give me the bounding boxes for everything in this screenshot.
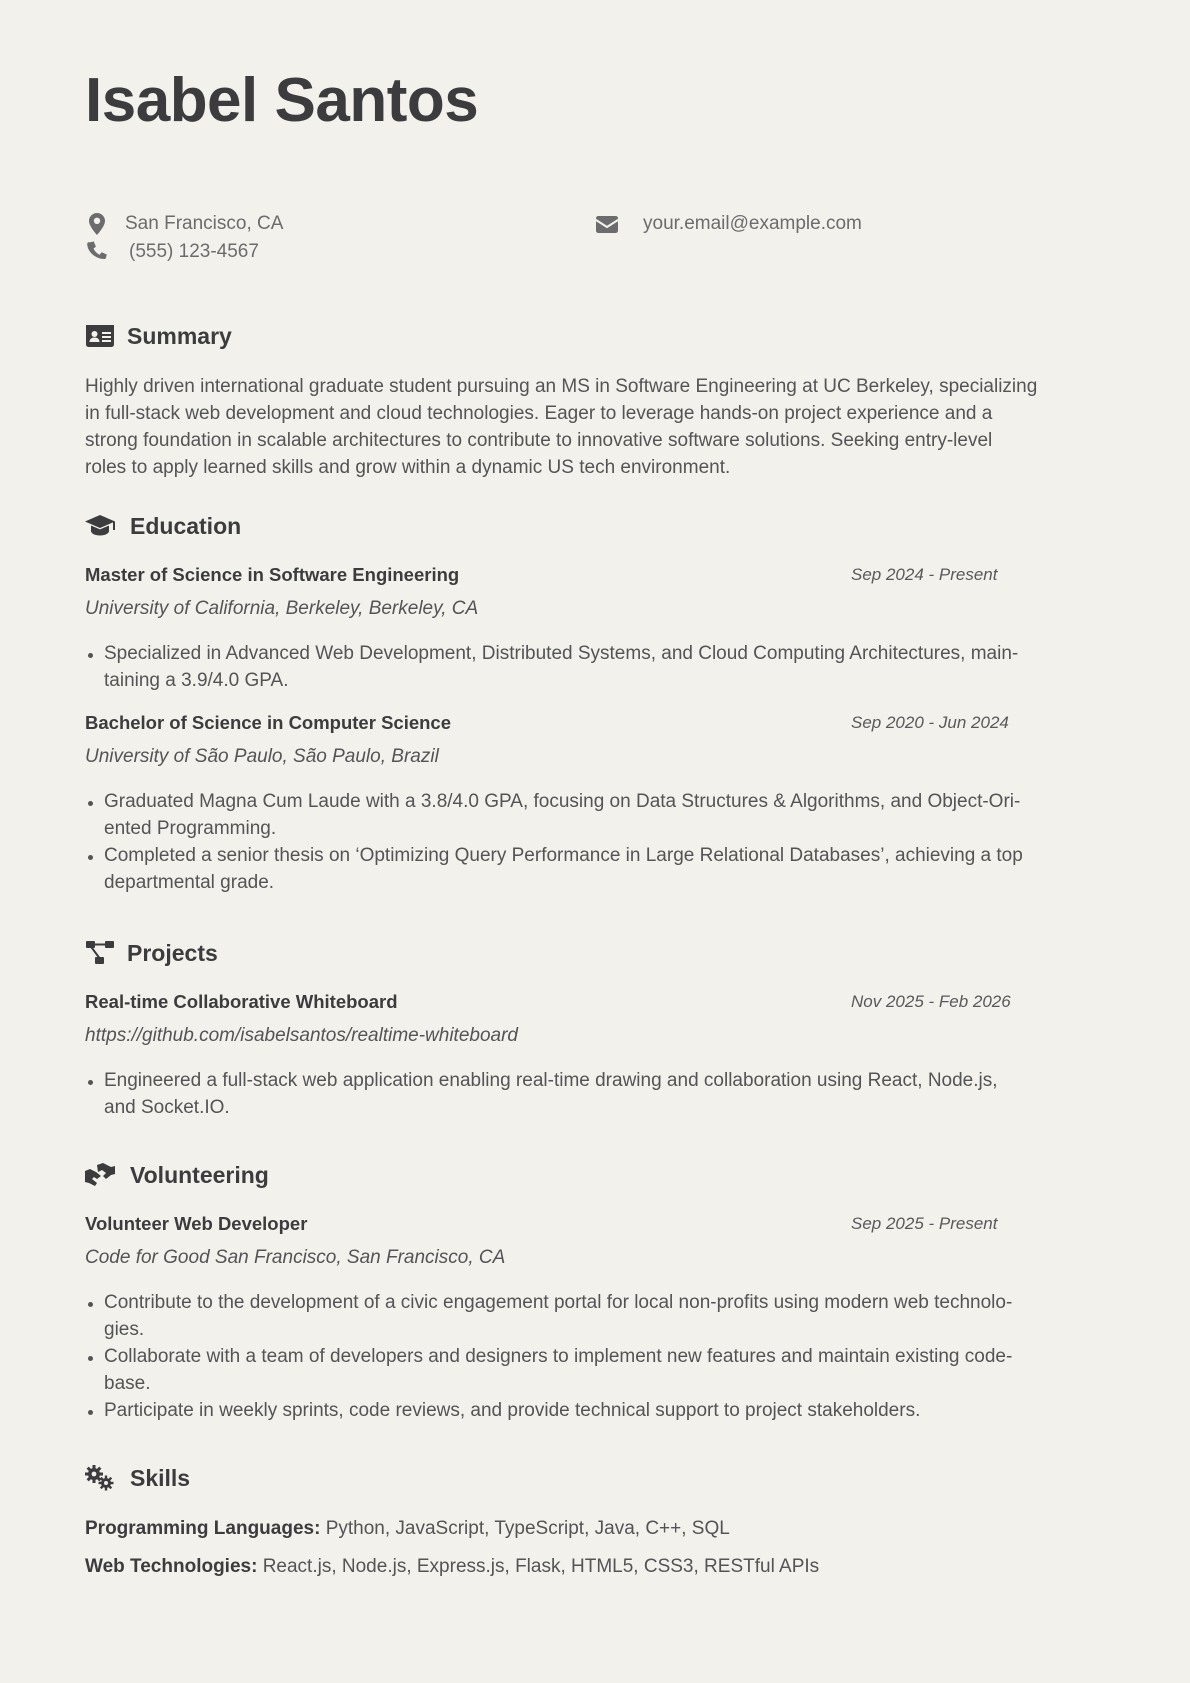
skill-value: React.js, Node.js, Express.js, Flask, HTML5, CSS3, RESTful APIs — [262, 1556, 820, 1577]
skills-title: Skills — [130, 1464, 191, 1491]
entry-dates: Nov 2025 - Feb 2026 — [851, 992, 1011, 1011]
cogs-icon — [85, 1463, 115, 1493]
summary-section — [85, 321, 1110, 481]
entry-dates: Sep 2024 - Present — [851, 565, 998, 584]
bullet-item: Specialized in Advanced Web Development, Distributed Systems, and Cloud Computing Architectures, main- taining a 3.9/4.0 GPA. — [85, 640, 1110, 694]
bullet-item: Contribute to the development of a civic engagement portal for local non-profits using modern web technolo- gies. — [85, 1289, 1110, 1343]
project-name: Real-time Collaborative Whiteboard — [85, 991, 398, 1012]
candidate-name: Isabel Santos — [85, 66, 479, 135]
volunteering-title: Volunteering — [130, 1161, 269, 1188]
skill-label: Web Technologies: — [85, 1556, 258, 1577]
degree-title: Bachelor of Science in Computer Science — [85, 712, 451, 733]
education-section — [85, 511, 1110, 896]
project-diagram-icon — [85, 938, 115, 968]
skills-list — [85, 1515, 1110, 1580]
education-title: Education — [130, 512, 242, 539]
skill-line — [85, 1515, 1110, 1542]
degree-title: Master of Science in Software Engineering — [85, 564, 460, 585]
role-title: Volunteer Web Developer — [85, 1213, 308, 1234]
summary-line: Highly driven international graduate student pursuing an MS in Software Engineering at UC Berkeley, specializing — [85, 376, 1038, 397]
education-heading — [85, 511, 1110, 541]
summary-line: strong foundation in scalable architectures to contribute to innovative software solutions. Seeking entry-level — [85, 430, 993, 451]
graduation-cap-icon — [85, 511, 115, 541]
skill-line — [85, 1553, 1110, 1580]
projects-title: Projects — [127, 939, 218, 966]
skills-heading — [85, 1463, 1110, 1493]
summary-text — [85, 373, 1110, 481]
education-entry — [85, 562, 1110, 694]
summary-title: Summary — [127, 322, 232, 349]
entry-bullets — [85, 1289, 1110, 1424]
bullet-item: Completed a senior thesis on ‘Optimizing Query Performance in Large Relational Databases’, achieving a top departmental grade. — [85, 842, 1110, 896]
projects-heading — [85, 938, 1110, 968]
map-marker-icon — [85, 212, 109, 236]
envelope-icon — [595, 212, 619, 236]
skills-section — [85, 1463, 1110, 1580]
contact-phone — [85, 240, 259, 264]
entry-bullets — [85, 640, 1110, 694]
entry-dates: Sep 2020 - Jun 2024 — [851, 713, 1009, 732]
handshake-icon — [85, 1160, 115, 1190]
phone-icon — [85, 240, 109, 264]
skill-label: Programming Languages: — [85, 1518, 321, 1539]
email-text: your.email@example.com — [643, 213, 862, 234]
school-name: University of São Paulo, São Paulo, Brazil — [85, 746, 439, 767]
entry-bullets — [85, 788, 1110, 896]
volunteering-section — [85, 1160, 1110, 1424]
contact-email — [595, 212, 862, 236]
bullet-item: Engineered a full-stack web application enabling real-time drawing and collaboration using React, Node.js, and Socket.IO. — [85, 1067, 1110, 1121]
organization-name: Code for Good San Francisco, San Francisco, CA — [85, 1247, 506, 1268]
summary-line: in full-stack web development and cloud technologies. Eager to leverage hands-on project experience and a — [85, 403, 993, 424]
id-card-icon — [85, 321, 115, 351]
location-text: San Francisco, CA — [125, 213, 284, 234]
summary-heading — [85, 321, 1110, 351]
entry-bullets — [85, 1067, 1110, 1121]
phone-text: (555) 123-4567 — [129, 241, 259, 262]
bullet-item: Graduated Magna Cum Laude with a 3.8/4.0 GPA, focusing on Data Structures & Algorithms, and Object-Ori- ented Programming. — [85, 788, 1110, 842]
projects-section — [85, 938, 1110, 1121]
volunteering-entry — [85, 1211, 1110, 1424]
summary-line: roles to apply learned skills and grow within a dynamic US tech environment. — [85, 457, 731, 478]
bullet-item: Collaborate with a team of developers and designers to implement new features and maintain existing code- base. — [85, 1343, 1110, 1397]
entry-dates: Sep 2025 - Present — [851, 1214, 998, 1233]
volunteering-heading — [85, 1160, 1110, 1190]
school-name: University of California, Berkeley, Berkeley, CA — [85, 598, 479, 619]
project-link[interactable]: https://github.com/isabelsantos/realtime-whiteboard — [85, 1025, 519, 1046]
project-entry — [85, 989, 1110, 1121]
skill-value: Python, JavaScript, TypeScript, Java, C++, SQL — [325, 1518, 730, 1539]
education-entry — [85, 710, 1110, 896]
contact-location — [85, 212, 283, 236]
bullet-item: Participate in weekly sprints, code reviews, and provide technical support to project stakeholders. — [85, 1397, 1110, 1424]
